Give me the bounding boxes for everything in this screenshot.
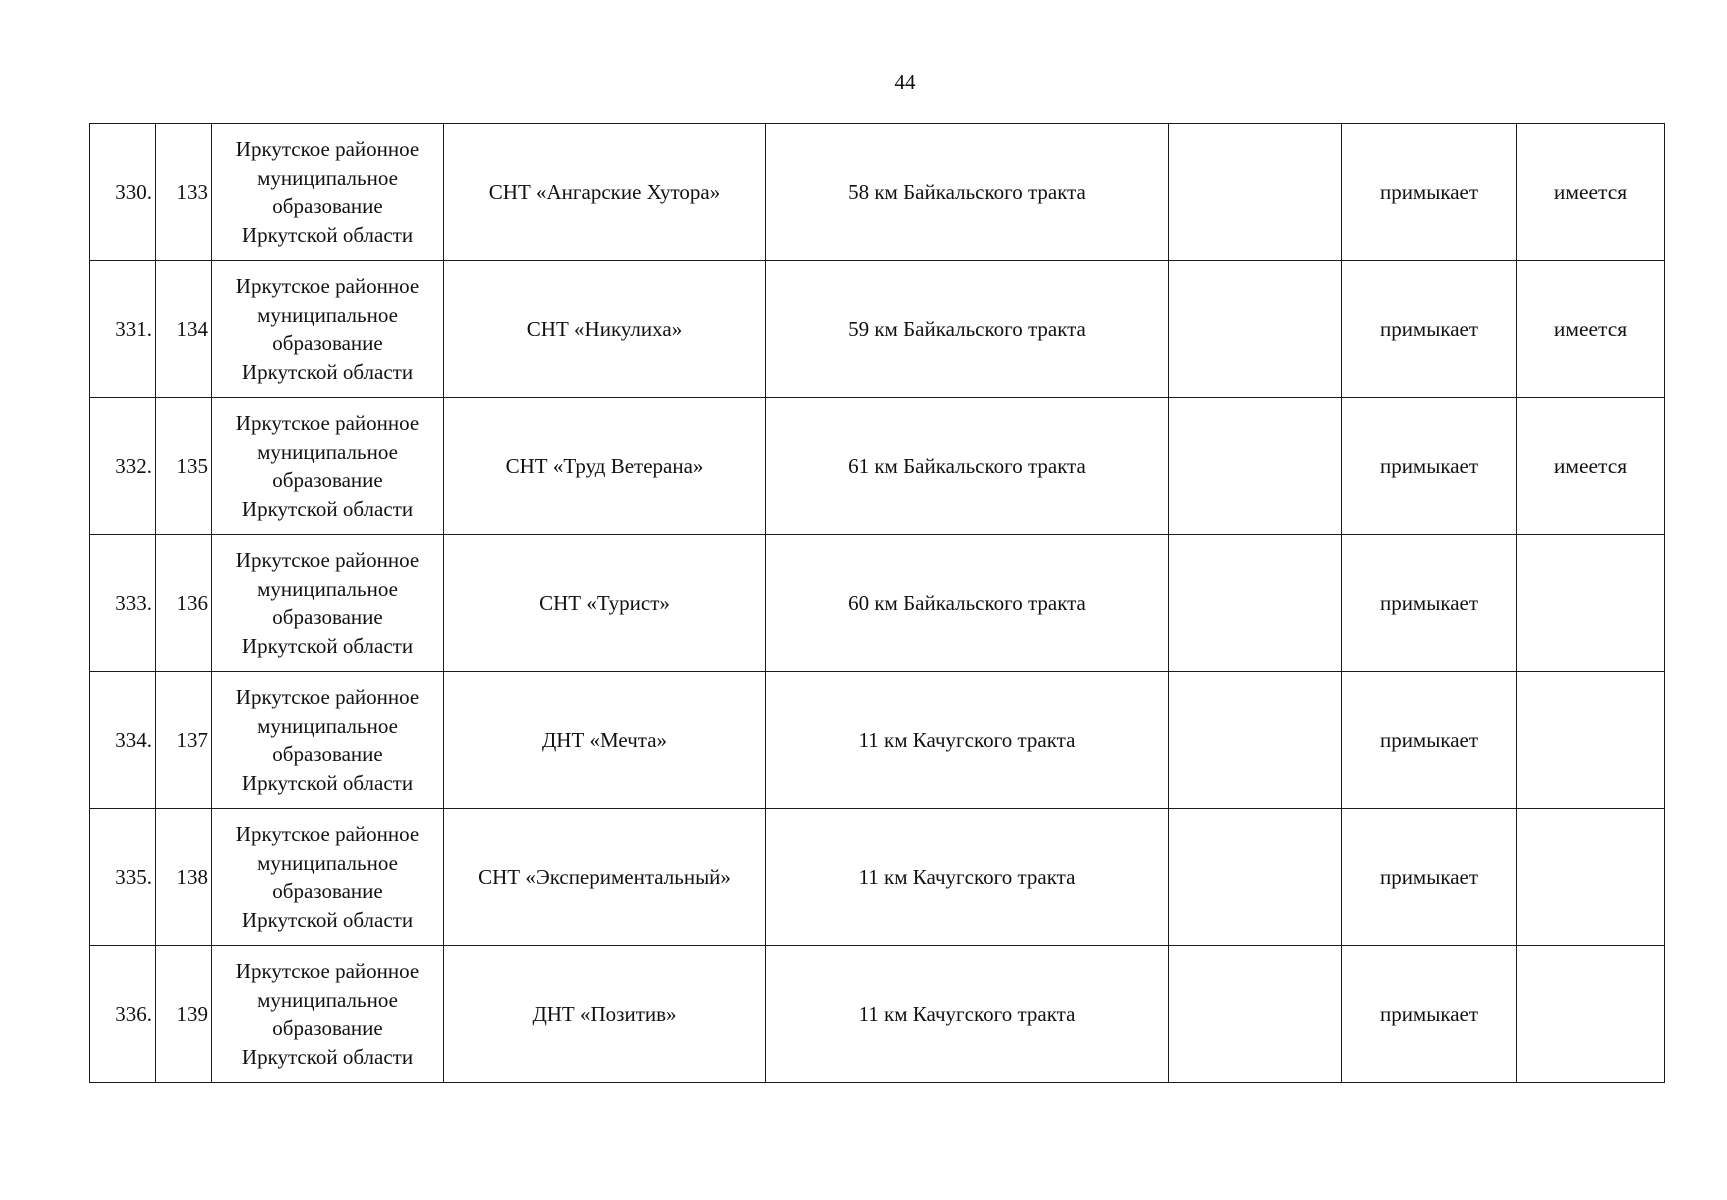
availability-cell — [1517, 672, 1665, 809]
table-row — [90, 124, 1665, 261]
municipality-cell: Иркутское районное муниципальное образование Иркутской области — [212, 398, 444, 535]
table-row — [90, 261, 1665, 398]
sub-number-cell: 133 — [156, 124, 212, 261]
row-number-cell: 331. — [90, 261, 156, 398]
table-row — [90, 535, 1665, 672]
registry-table — [89, 123, 1665, 1083]
name-cell: СНТ «Турист» — [444, 535, 766, 672]
name-cell: СНТ «Труд Ветерана» — [444, 398, 766, 535]
availability-cell — [1517, 535, 1665, 672]
sub-number-cell: 137 — [156, 672, 212, 809]
municipality-cell: Иркутское районное муниципальное образование Иркутской области — [212, 535, 444, 672]
location-cell: 59 км Байкальского тракта — [766, 261, 1169, 398]
name-cell: ДНТ «Мечта» — [444, 672, 766, 809]
table-row — [90, 809, 1665, 946]
table-row — [90, 398, 1665, 535]
sub-number-cell: 139 — [156, 946, 212, 1083]
availability-cell — [1517, 946, 1665, 1083]
name-cell: СНТ «Ангарские Хутора» — [444, 124, 766, 261]
availability-cell: имеется — [1517, 124, 1665, 261]
municipality-cell: Иркутское районное муниципальное образование Иркутской области — [212, 124, 444, 261]
municipality-cell: Иркутское районное муниципальное образование Иркутской области — [212, 261, 444, 398]
row-number-cell: 336. — [90, 946, 156, 1083]
location-cell: 11 км Качугского тракта — [766, 672, 1169, 809]
table-row — [90, 672, 1665, 809]
adjacency-cell: примыкает — [1342, 261, 1517, 398]
location-cell: 58 км Байкальского тракта — [766, 124, 1169, 261]
municipality-cell: Иркутское районное муниципальное образование Иркутской области — [212, 809, 444, 946]
adjacency-cell: примыкает — [1342, 672, 1517, 809]
empty-cell — [1169, 261, 1342, 398]
availability-cell — [1517, 809, 1665, 946]
empty-cell — [1169, 672, 1342, 809]
table-row — [90, 946, 1665, 1083]
adjacency-cell: примыкает — [1342, 398, 1517, 535]
name-cell: СНТ «Экспериментальный» — [444, 809, 766, 946]
location-cell: 11 км Качугского тракта — [766, 946, 1169, 1083]
adjacency-cell: примыкает — [1342, 809, 1517, 946]
sub-number-cell: 136 — [156, 535, 212, 672]
empty-cell — [1169, 124, 1342, 261]
sub-number-cell: 138 — [156, 809, 212, 946]
name-cell: СНТ «Никулиха» — [444, 261, 766, 398]
row-number-cell: 334. — [90, 672, 156, 809]
row-number-cell: 332. — [90, 398, 156, 535]
adjacency-cell: примыкает — [1342, 124, 1517, 261]
row-number-cell: 335. — [90, 809, 156, 946]
row-number-cell: 333. — [90, 535, 156, 672]
page-number: 44 — [894, 70, 916, 94]
empty-cell — [1169, 398, 1342, 535]
location-cell: 60 км Байкальского тракта — [766, 535, 1169, 672]
availability-cell: имеется — [1517, 398, 1665, 535]
table-body — [90, 124, 1665, 1083]
empty-cell — [1169, 946, 1342, 1083]
sub-number-cell: 134 — [156, 261, 212, 398]
availability-cell: имеется — [1517, 261, 1665, 398]
row-number-cell: 330. — [90, 124, 156, 261]
adjacency-cell: примыкает — [1342, 946, 1517, 1083]
name-cell: ДНТ «Позитив» — [444, 946, 766, 1083]
empty-cell — [1169, 809, 1342, 946]
empty-cell — [1169, 535, 1342, 672]
location-cell: 11 км Качугского тракта — [766, 809, 1169, 946]
sub-number-cell: 135 — [156, 398, 212, 535]
municipality-cell: Иркутское районное муниципальное образование Иркутской области — [212, 946, 444, 1083]
adjacency-cell: примыкает — [1342, 535, 1517, 672]
municipality-cell: Иркутское районное муниципальное образование Иркутской области — [212, 672, 444, 809]
location-cell: 61 км Байкальского тракта — [766, 398, 1169, 535]
